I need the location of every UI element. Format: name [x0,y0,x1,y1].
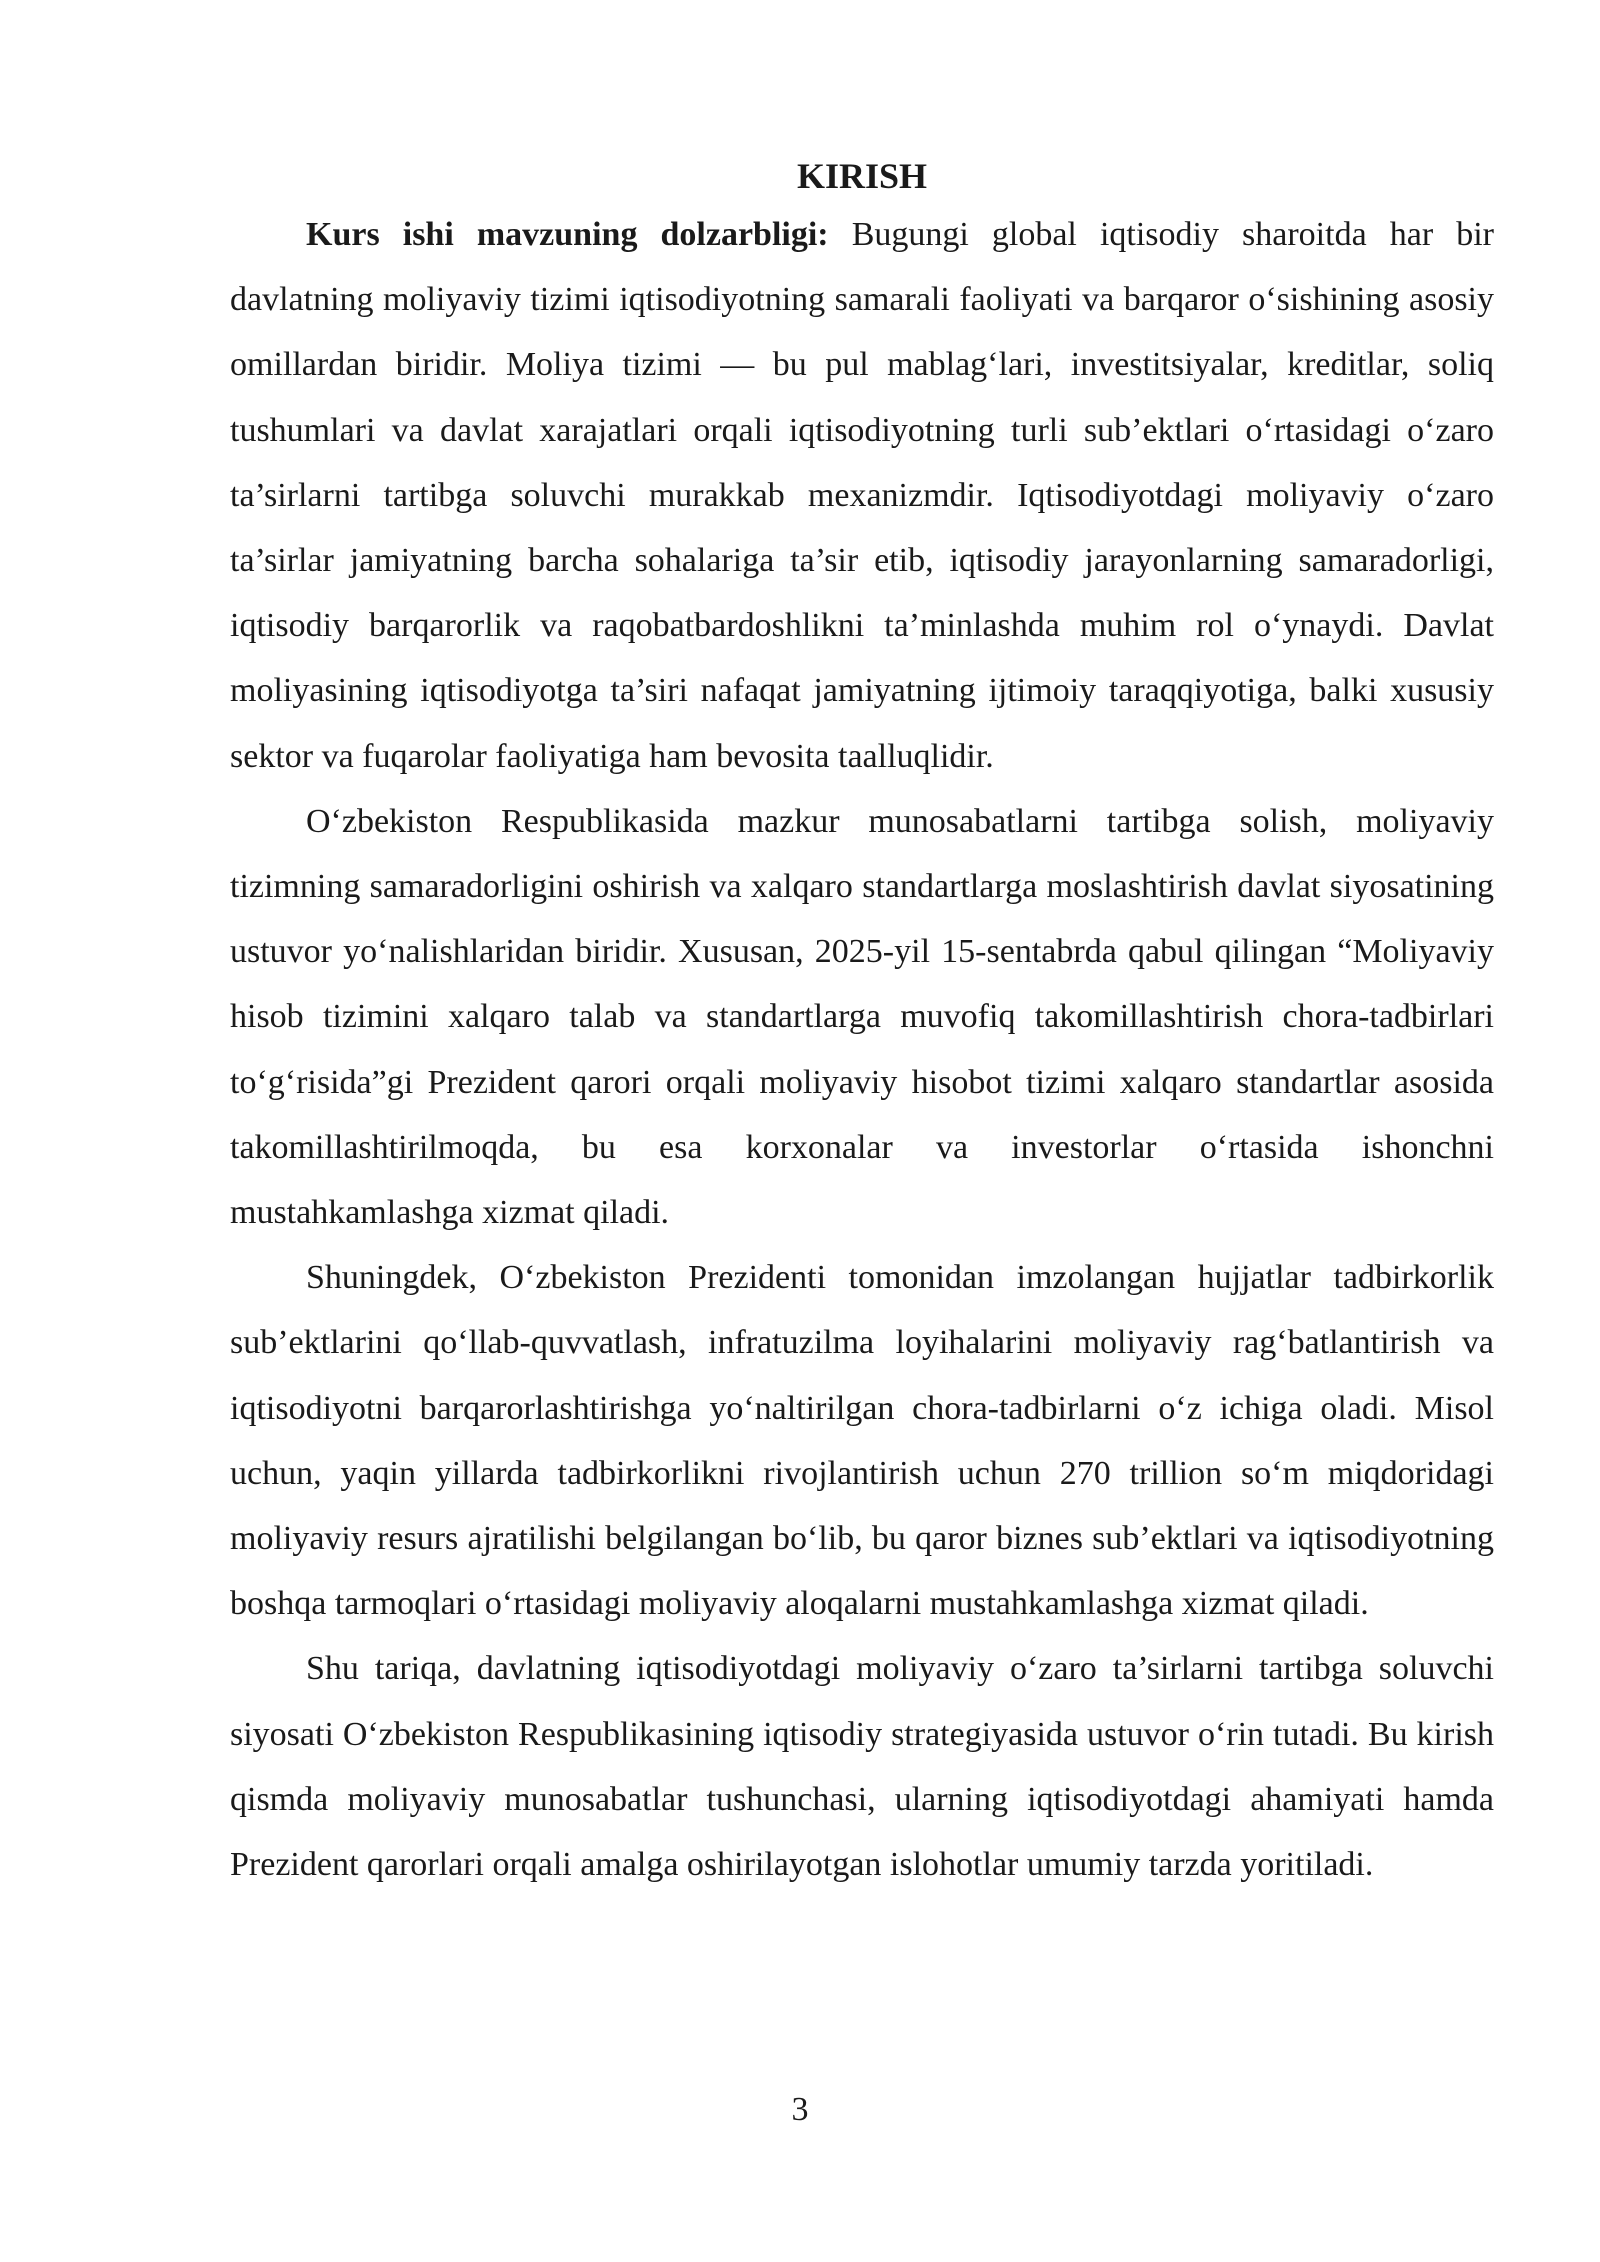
page-number: 3 [791,2091,809,2128]
paragraph-text: Bugungi global iqtisodiy sharoitda har bir davlatning moliyaviy tizimi iqtisodiyotning samarali faoliyati va barqaror o‘sishining asosiy omillardan biridir. Moliya tizimi — bu pul mablag‘lari, investitsiyalar, kreditlar, soliq tushumlari va davlat xarajatlari orqali iqtisodiyotning turli sub’ektlari o‘rtasidagi o‘zaro ta’sirlarni tartibga soluvchi murakkab mexanizmdir. Iqtisodiyotdagi moliyaviy o‘zaro ta’sirlar jamiyatning barcha sohalariga ta’sir etib, iqtisodiy jarayonlarning samaradorligi, iqtisodiy barqarorlik va raqobatbardoshlikni ta’minlashda muhim rol o‘ynaydi. Davlat moliyasining iqtisodiyotga ta’siri nafaqat jamiyatning ijtimoiy taraqqiyotiga, balki xususiy sektor va fuqarolar faoliyatiga ham bevosita taalluqlidir. [230,216,1494,775]
paragraph-relevance [230,202,1494,789]
paragraph-measures: Shuningdek, O‘zbekiston Prezidenti tomonidan imzolangan hujjatlar tadbirkorlik sub’ektlarini qo‘llab-quvvatlash, infratuzilma loyihalarini moliyaviy rag‘batlantirish va iqtisodiyotni barqarorlashtirishga yo‘naltirilgan chora-tadbirlarni o‘z ichiga oladi. Misol uchun, yaqin yillarda tadbirkorlikni rivojlantirish uchun 270 trillion so‘m miqdoridagi moliyaviy resurs ajratilishi belgilangan bo‘lib, bu qaror biznes sub’ektlari va iqtisodiyotning boshqa tarmoqlari o‘rtasidagi moliyaviy aloqalarni mustahkamlashga xizmat qiladi. [230,1259,1494,1623]
section-heading: KIRISH [796,156,928,196]
paragraph-policy: O‘zbekiston Respublikasida mazkur munosabatlarni tartibga solish, moliyaviy tizimning samaradorligini oshirish va xalqaro standartlarga moslashtirish davlat siyosatining ustuvor yo‘nalishlaridan biridir. Xususan, 2025-yil 15-sentabrda qabul qilingan “Moliyaviy hisob tizimini xalqaro talab va standartlarga muvofiq takomillashtirish chora-tadbirlari to‘g‘risida”gi Prezident qarori orqali moliyaviy hisobot tizimi xalqaro standartlar asosida takomillashtirilmoqda, bu esa korxonalar va investorlar o‘rtasida ishonchni mustahkamlashga xizmat qiladi. [230,802,1494,1232]
paragraph-conclusion: Shu tariqa, davlatning iqtisodiyotdagi moliyaviy o‘zaro ta’sirlarni tartibga soluvchi siyosati O‘zbekiston Respublikasining iqtisodiy strategiyasida ustuvor o‘rin tutadi. Bu kirish qismda moliyaviy munosabatlar tushunchasi, ularning iqtisodiyotdagi ahamiyati hamda Prezident qarorlari orqali amalga oshirilayotgan islohotlar umumiy tarzda yoritiladi. [230,1650,1494,1884]
document-page [230,150,1494,1897]
paragraph-lead: Kurs ishi mavzuning dolzarbligi: [306,216,829,253]
